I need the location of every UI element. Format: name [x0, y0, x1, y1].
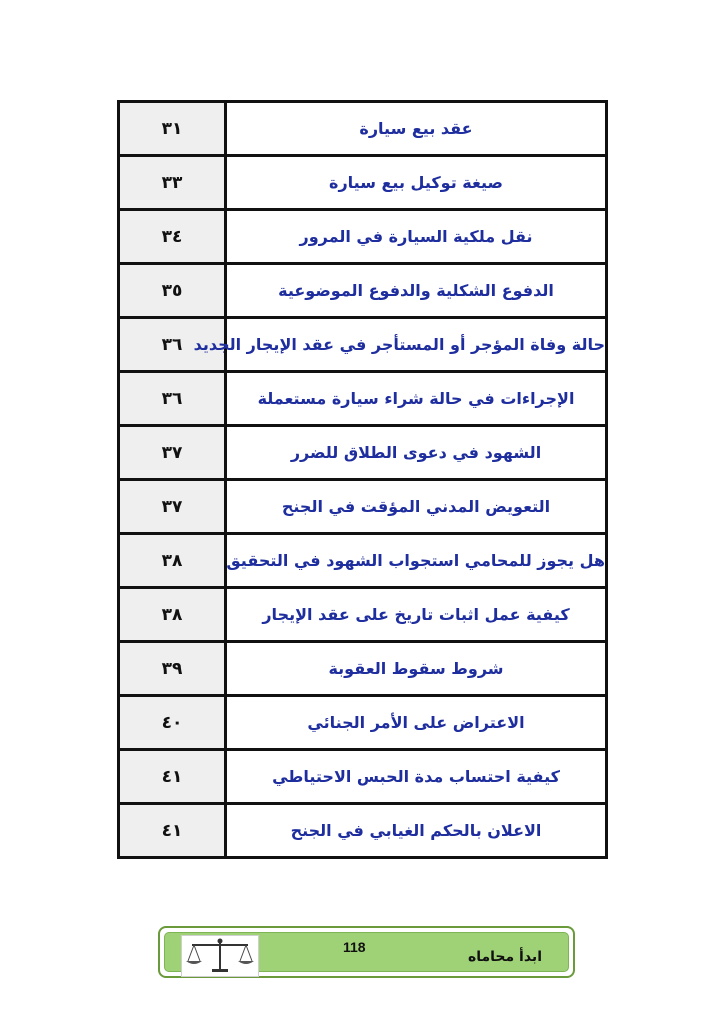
toc-row [119, 642, 607, 696]
toc-entry-title: شروط سقوط العقوبة [226, 642, 607, 696]
page-footer [158, 926, 575, 978]
toc-page-number: ٣٧ [119, 426, 226, 480]
toc-page-number: ٣٣ [119, 156, 226, 210]
toc-page-number: ٤١ [119, 750, 226, 804]
toc-entry-title: الدفوع الشكلية والدفوع الموضوعية [226, 264, 607, 318]
toc-page-number: ٤١ [119, 804, 226, 858]
toc-row [119, 156, 607, 210]
toc-entry-title: الشهود في دعوى الطلاق للضرر [226, 426, 607, 480]
toc-row [119, 426, 607, 480]
toc-entry-title: نقل ملكية السيارة في المرور [226, 210, 607, 264]
toc-row [119, 534, 607, 588]
toc-page-number: ٣٤ [119, 210, 226, 264]
toc-row [119, 264, 607, 318]
toc-entry-title: كيفية احتساب مدة الحبس الاحتياطي [226, 750, 607, 804]
toc-page-number: ٤٠ [119, 696, 226, 750]
toc-entry-title: كيفية عمل اثبات تاريخ على عقد الإيجار [226, 588, 607, 642]
toc-row [119, 480, 607, 534]
toc-page-number: ٣٩ [119, 642, 226, 696]
footer-band [164, 932, 569, 972]
toc-entry-title: صيغة توكيل بيع سيارة [226, 156, 607, 210]
toc-page-number: ٣٧ [119, 480, 226, 534]
toc-row [119, 588, 607, 642]
toc-entry-title: هل يجوز للمحامي استجواب الشهود في التحقيق [226, 534, 607, 588]
toc-entry-title: الاعتراض على الأمر الجنائي [226, 696, 607, 750]
toc-page-number: ٣٦ [119, 372, 226, 426]
toc-page-number: ٣٨ [119, 534, 226, 588]
toc-row [119, 210, 607, 264]
toc-row [119, 696, 607, 750]
toc-entry-title: الاعلان بالحكم الغيابي في الجنح [226, 804, 607, 858]
toc-row [119, 750, 607, 804]
toc-entry-title: التعويض المدني المؤقت في الجنح [226, 480, 607, 534]
scales-of-justice-icon [181, 935, 259, 977]
toc-row [119, 102, 607, 156]
table-of-contents [117, 100, 608, 859]
toc-page-number: ٣٨ [119, 588, 226, 642]
toc-row [119, 372, 607, 426]
toc-entry-title: حالة وفاة المؤجر أو المستأجر في عقد الإيجار الجديد [226, 318, 607, 372]
toc-page-number: ٣٥ [119, 264, 226, 318]
toc-row [119, 804, 607, 858]
toc-entry-title: الإجراءات في حالة شراء سيارة مستعملة [226, 372, 607, 426]
toc-entry-title: عقد بيع سيارة [226, 102, 607, 156]
toc-row [119, 318, 607, 372]
page-number: 118 [343, 939, 366, 955]
toc-page-number: ٣١ [119, 102, 226, 156]
footer-label: ابدأ محاماه [467, 949, 542, 965]
toc-page-number: ٣٦ [119, 318, 226, 372]
